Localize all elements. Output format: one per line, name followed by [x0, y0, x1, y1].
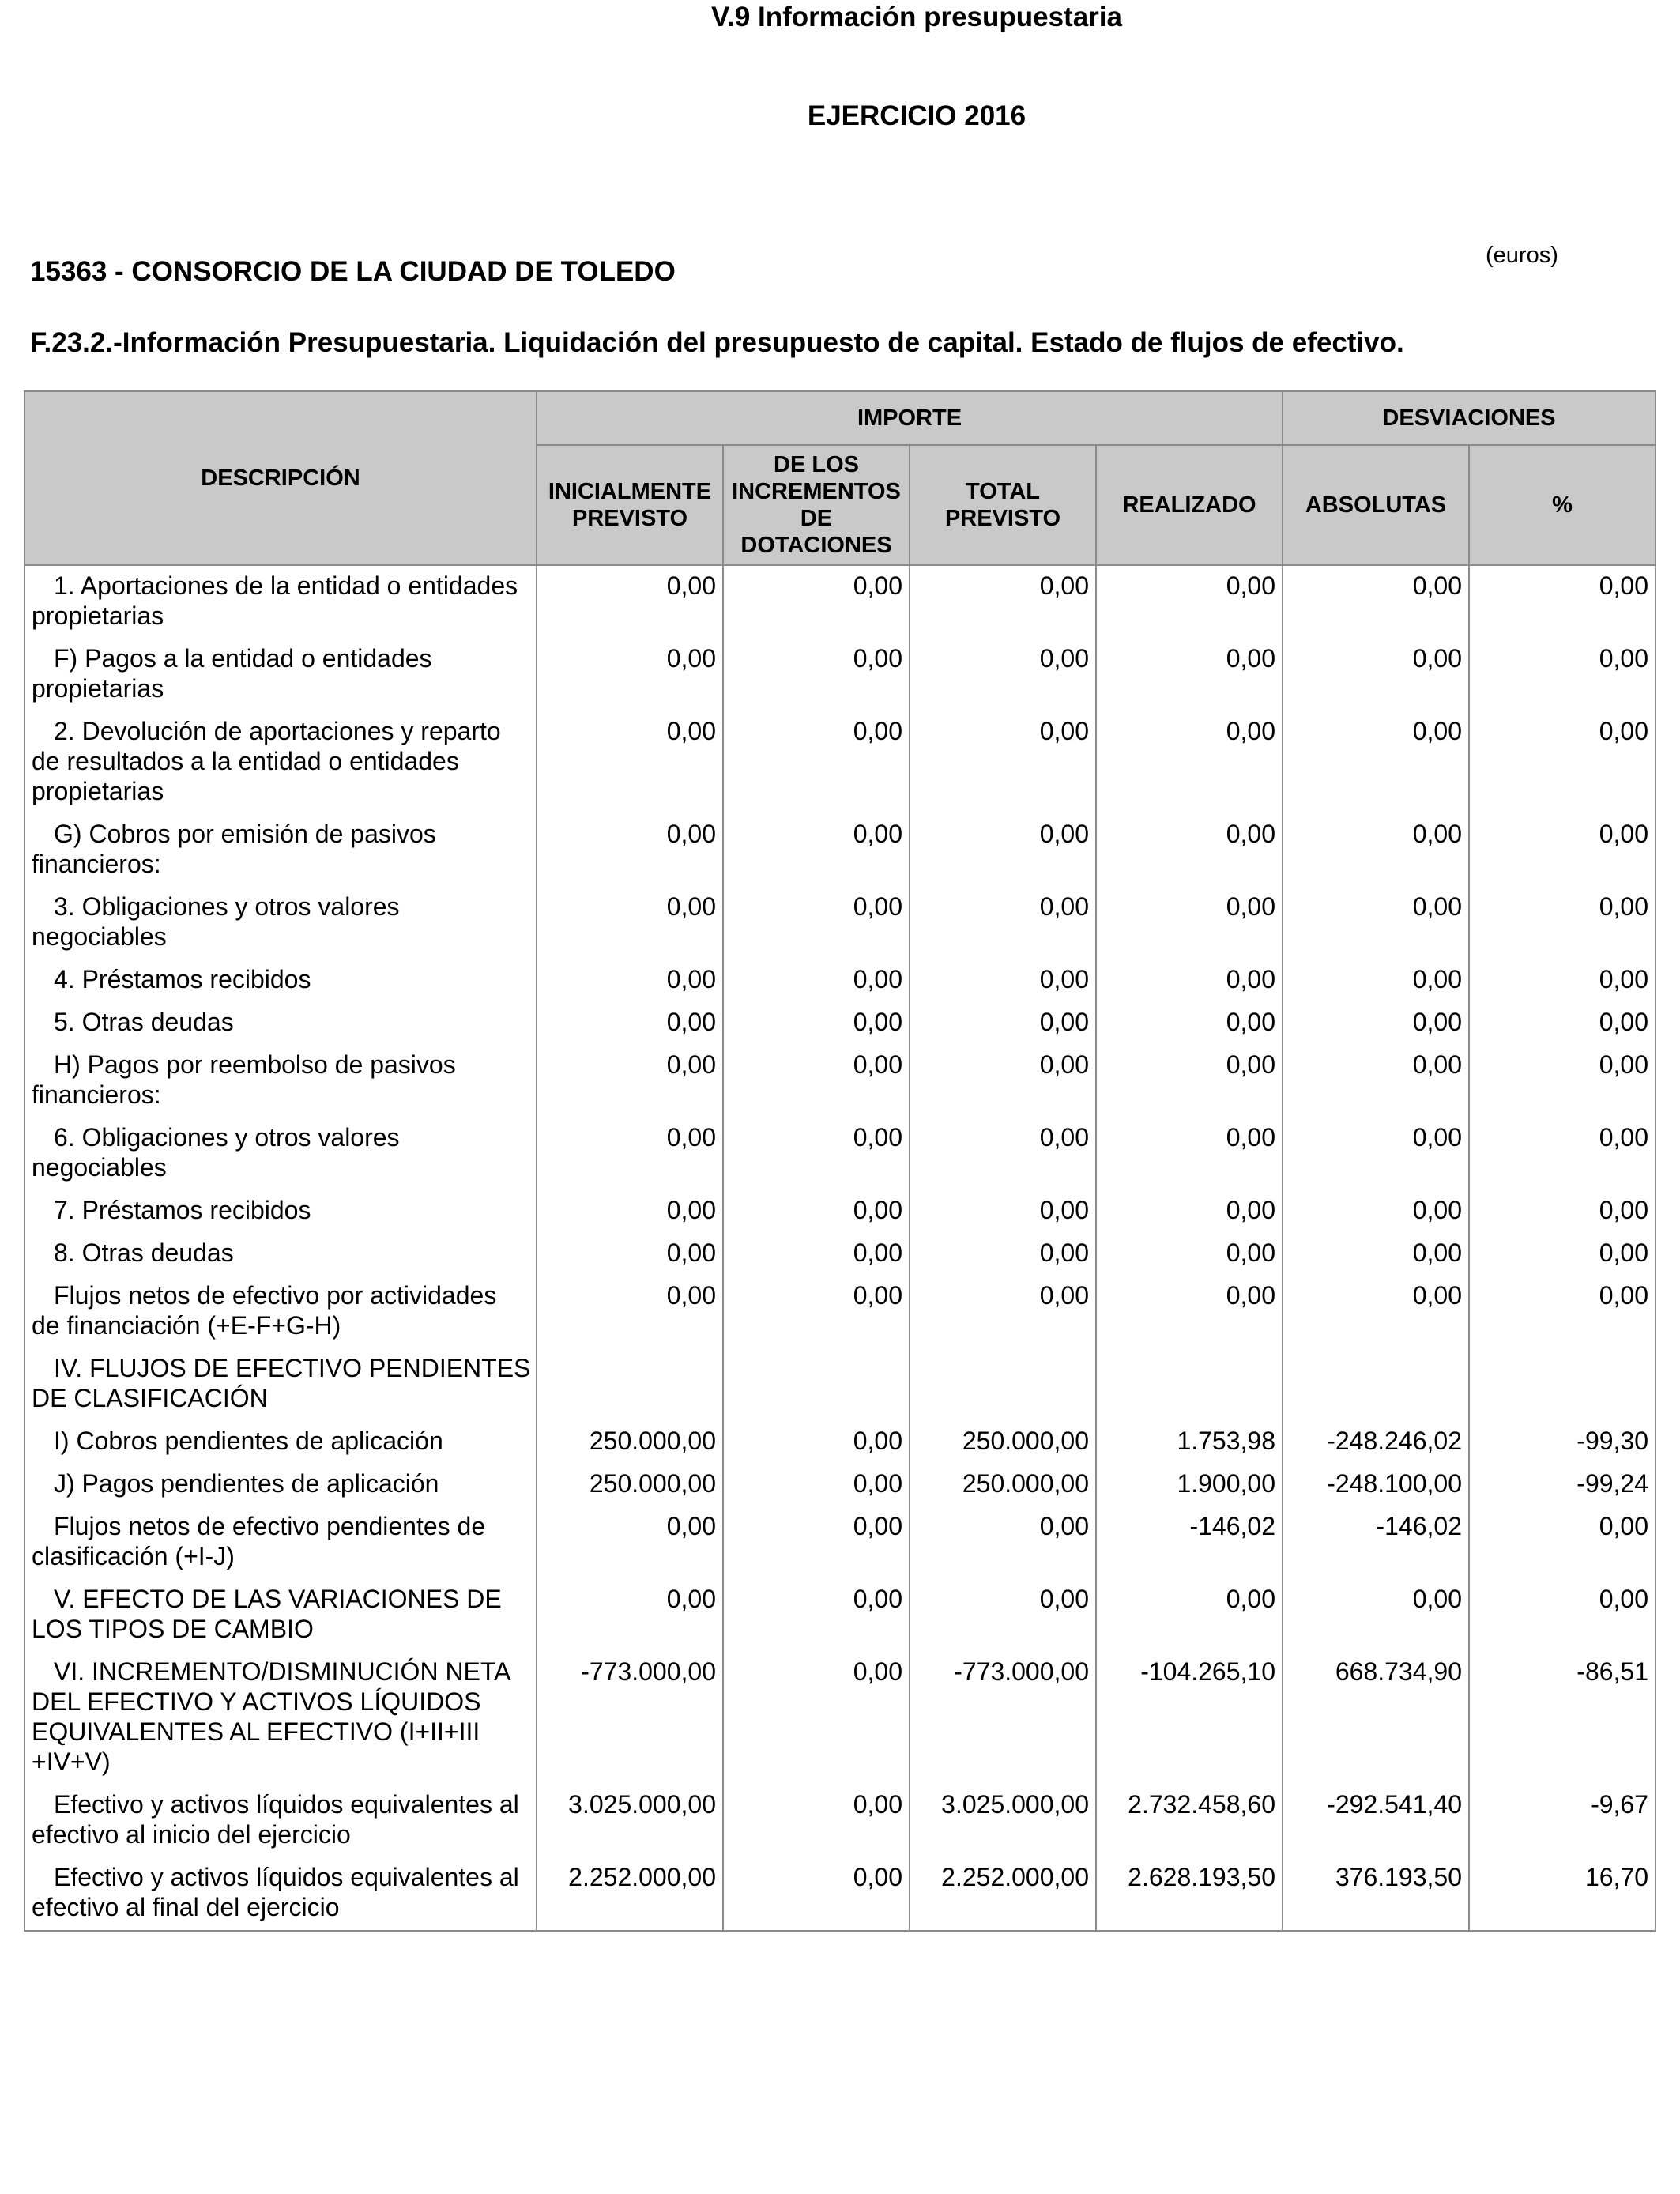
cell-desviacion-porcentaje: -9,67 — [1469, 1785, 1656, 1857]
header-total-previsto: TOTAL PREVISTO — [910, 445, 1096, 565]
row-description-text: I) Cobros pendientes de aplicación — [54, 1427, 443, 1455]
table-row — [24, 1857, 1656, 1931]
cell-incrementos-dotaciones: 0,00 — [723, 1190, 910, 1233]
cell-incrementos-dotaciones — [723, 1348, 910, 1421]
cell-incrementos-dotaciones: 0,00 — [723, 887, 910, 959]
table-row — [24, 1276, 1656, 1348]
cell-inicialmente-previsto: 0,00 — [537, 1276, 723, 1348]
row-description — [24, 959, 537, 1002]
currency-units: (euros) — [1486, 243, 1558, 268]
row-description — [24, 814, 537, 887]
cell-inicialmente-previsto: 0,00 — [537, 1118, 723, 1190]
cell-desviacion-porcentaje: -99,24 — [1469, 1464, 1656, 1506]
header-importe: IMPORTE — [537, 391, 1283, 445]
cell-desviacion-absoluta: 376.193,50 — [1283, 1857, 1469, 1931]
table-row — [24, 1002, 1656, 1045]
cell-desviacion-porcentaje: 0,00 — [1469, 565, 1656, 639]
row-description-text: 2. Devolución de aportaciones y reparto de resultados a la entidad o entidades propietarias — [32, 717, 501, 805]
cell-incrementos-dotaciones: 0,00 — [723, 1785, 910, 1857]
header-desviaciones: DESVIACIONES — [1283, 391, 1656, 445]
cell-desviacion-porcentaje: 0,00 — [1469, 887, 1656, 959]
row-description — [24, 1506, 537, 1579]
cell-realizado: 0,00 — [1096, 711, 1283, 814]
row-description-text: 4. Préstamos recibidos — [54, 965, 311, 993]
table-row — [24, 1579, 1656, 1652]
row-description — [24, 639, 537, 711]
cash-flow-table — [24, 390, 1656, 1932]
cell-incrementos-dotaciones: 0,00 — [723, 1233, 910, 1276]
cell-inicialmente-previsto: 0,00 — [537, 887, 723, 959]
cell-desviacion-absoluta: 0,00 — [1283, 1118, 1469, 1190]
table-row — [24, 1348, 1656, 1421]
cell-incrementos-dotaciones: 0,00 — [723, 711, 910, 814]
cell-realizado: 0,00 — [1096, 1276, 1283, 1348]
cell-incrementos-dotaciones: 0,00 — [723, 1002, 910, 1045]
cell-realizado: -104.265,10 — [1096, 1652, 1283, 1785]
row-description-text: H) Pagos por reembolso de pasivos financieros: — [32, 1050, 456, 1109]
cell-desviacion-absoluta: 0,00 — [1283, 1045, 1469, 1118]
cell-desviacion-absoluta: -292.541,40 — [1283, 1785, 1469, 1857]
cell-desviacion-porcentaje: 0,00 — [1469, 1579, 1656, 1652]
header-inicialmente-previsto: INICIALMENTE PREVISTO — [537, 445, 723, 565]
cell-realizado: 0,00 — [1096, 1118, 1283, 1190]
table-body — [24, 565, 1656, 1931]
cell-total-previsto: 0,00 — [910, 814, 1096, 887]
cell-incrementos-dotaciones: 0,00 — [723, 814, 910, 887]
row-description-text: VI. INCREMENTO/DISMINUCIÓN NETA DEL EFECTIVO Y ACTIVOS LÍQUIDOS EQUIVALENTES AL EFECTIVO (I+II+III +IV+V) — [32, 1657, 510, 1776]
cell-total-previsto: 0,00 — [910, 1233, 1096, 1276]
row-description — [24, 1857, 537, 1931]
header-realizado: REALIZADO — [1096, 445, 1283, 565]
cell-incrementos-dotaciones: 0,00 — [723, 639, 910, 711]
section-title: V.9 Información presupuestaria — [711, 2, 1122, 32]
cell-incrementos-dotaciones: 0,00 — [723, 1118, 910, 1190]
row-description-text: 3. Obligaciones y otros valores negociables — [32, 892, 400, 951]
cell-desviacion-porcentaje: 0,00 — [1469, 1276, 1656, 1348]
cell-total-previsto: 0,00 — [910, 711, 1096, 814]
cell-desviacion-porcentaje: 0,00 — [1469, 814, 1656, 887]
cell-total-previsto: 250.000,00 — [910, 1464, 1096, 1506]
cell-incrementos-dotaciones: 0,00 — [723, 1045, 910, 1118]
cell-incrementos-dotaciones: 0,00 — [723, 1464, 910, 1506]
cell-inicialmente-previsto: 3.025.000,00 — [537, 1785, 723, 1857]
cell-desviacion-absoluta: 0,00 — [1283, 1233, 1469, 1276]
row-description-text: Efectivo y activos líquidos equivalentes al efectivo al inicio del ejercicio — [32, 1790, 519, 1849]
row-description — [24, 1421, 537, 1464]
cell-desviacion-porcentaje: 0,00 — [1469, 1045, 1656, 1118]
cell-desviacion-absoluta: 0,00 — [1283, 565, 1469, 639]
cell-realizado: 0,00 — [1096, 959, 1283, 1002]
cell-incrementos-dotaciones: 0,00 — [723, 1652, 910, 1785]
cell-total-previsto: 0,00 — [910, 1118, 1096, 1190]
cell-incrementos-dotaciones: 0,00 — [723, 1857, 910, 1931]
cell-total-previsto: 0,00 — [910, 1045, 1096, 1118]
row-description — [24, 565, 537, 639]
row-description — [24, 1233, 537, 1276]
cell-desviacion-absoluta: 0,00 — [1283, 1190, 1469, 1233]
cell-inicialmente-previsto: 0,00 — [537, 1233, 723, 1276]
cell-total-previsto: 0,00 — [910, 1506, 1096, 1579]
cell-desviacion-porcentaje: -86,51 — [1469, 1652, 1656, 1785]
cell-incrementos-dotaciones: 0,00 — [723, 565, 910, 639]
header-incrementos-dotaciones: DE LOS INCREMENTOS DE DOTACIONES — [723, 445, 910, 565]
cell-realizado: 1.900,00 — [1096, 1464, 1283, 1506]
cell-total-previsto: 2.252.000,00 — [910, 1857, 1096, 1931]
cell-desviacion-porcentaje: 0,00 — [1469, 639, 1656, 711]
table-row — [24, 959, 1656, 1002]
row-description-text: 1. Aportaciones de la entidad o entidades propietarias — [32, 571, 518, 630]
table-row — [24, 565, 1656, 639]
cell-desviacion-absoluta: 0,00 — [1283, 1579, 1469, 1652]
cell-inicialmente-previsto: 0,00 — [537, 959, 723, 1002]
cell-inicialmente-previsto: 250.000,00 — [537, 1421, 723, 1464]
row-description-text: J) Pagos pendientes de aplicación — [54, 1469, 439, 1498]
cell-desviacion-porcentaje: 16,70 — [1469, 1857, 1656, 1931]
row-description-text: Flujos netos de efectivo pendientes de clasificación (+I-J) — [32, 1512, 486, 1570]
cell-desviacion-absoluta: 0,00 — [1283, 887, 1469, 959]
cell-desviacion-porcentaje: 0,00 — [1469, 1233, 1656, 1276]
cell-desviacion-absoluta: -146,02 — [1283, 1506, 1469, 1579]
cell-desviacion-absoluta: 668.734,90 — [1283, 1652, 1469, 1785]
cell-total-previsto: 0,00 — [910, 565, 1096, 639]
cell-realizado: 0,00 — [1096, 1579, 1283, 1652]
row-description-text: Flujos netos de efectivo por actividades de financiación (+E-F+G-H) — [32, 1281, 497, 1340]
cell-inicialmente-previsto: 2.252.000,00 — [537, 1857, 723, 1931]
cell-realizado: 1.753,98 — [1096, 1421, 1283, 1464]
cell-total-previsto: 0,00 — [910, 959, 1096, 1002]
cell-total-previsto: 3.025.000,00 — [910, 1785, 1096, 1857]
cell-desviacion-absoluta: 0,00 — [1283, 1276, 1469, 1348]
cell-desviacion-absoluta — [1283, 1348, 1469, 1421]
cell-realizado: 0,00 — [1096, 1002, 1283, 1045]
table-row — [24, 1233, 1656, 1276]
cell-desviacion-absoluta: -248.246,02 — [1283, 1421, 1469, 1464]
header-absolutas: ABSOLUTAS — [1283, 445, 1469, 565]
cell-desviacion-absoluta: 0,00 — [1283, 959, 1469, 1002]
row-description-text: IV. FLUJOS DE EFECTIVO PENDIENTES DE CLASIFICACIÓN — [32, 1354, 531, 1412]
cell-desviacion-absoluta: 0,00 — [1283, 814, 1469, 887]
cell-realizado: 0,00 — [1096, 887, 1283, 959]
cell-total-previsto: 250.000,00 — [910, 1421, 1096, 1464]
row-description — [24, 887, 537, 959]
cell-inicialmente-previsto: 0,00 — [537, 1002, 723, 1045]
table-row — [24, 1045, 1656, 1118]
row-description-text: V. EFECTO DE LAS VARIACIONES DE LOS TIPOS DE CAMBIO — [32, 1585, 502, 1643]
row-description — [24, 1002, 537, 1045]
table-row — [24, 1190, 1656, 1233]
row-description-text: 5. Otras deudas — [54, 1008, 234, 1036]
cell-inicialmente-previsto: 0,00 — [537, 1190, 723, 1233]
row-description-text: G) Cobros por emisión de pasivos financieros: — [32, 820, 436, 878]
cell-realizado — [1096, 1348, 1283, 1421]
cell-total-previsto: -773.000,00 — [910, 1652, 1096, 1785]
table-row — [24, 887, 1656, 959]
cell-desviacion-porcentaje: 0,00 — [1469, 1506, 1656, 1579]
cell-realizado: 0,00 — [1096, 814, 1283, 887]
table-row — [24, 711, 1656, 814]
table-row — [24, 1785, 1656, 1857]
cell-total-previsto: 0,00 — [910, 639, 1096, 711]
header-descripcion: DESCRIPCIÓN — [24, 391, 537, 565]
table-row — [24, 814, 1656, 887]
cell-inicialmente-previsto — [537, 1348, 723, 1421]
cell-inicialmente-previsto: 0,00 — [537, 1506, 723, 1579]
cell-total-previsto: 0,00 — [910, 1579, 1096, 1652]
row-description — [24, 1190, 537, 1233]
cell-incrementos-dotaciones: 0,00 — [723, 959, 910, 1002]
cell-desviacion-porcentaje: 0,00 — [1469, 711, 1656, 814]
report-title: F.23.2.-Información Presupuestaria. Liquidación del presupuesto de capital. Estado de flujos de efectivo. — [30, 327, 1404, 358]
cell-realizado: 0,00 — [1096, 1190, 1283, 1233]
cell-incrementos-dotaciones: 0,00 — [723, 1506, 910, 1579]
cell-total-previsto: 0,00 — [910, 1276, 1096, 1348]
table-row — [24, 1652, 1656, 1785]
cell-desviacion-porcentaje: 0,00 — [1469, 1002, 1656, 1045]
row-description — [24, 1652, 537, 1785]
cell-inicialmente-previsto: 0,00 — [537, 814, 723, 887]
row-description — [24, 1045, 537, 1118]
cell-incrementos-dotaciones: 0,00 — [723, 1421, 910, 1464]
row-description — [24, 1118, 537, 1190]
cell-realizado: 0,00 — [1096, 1045, 1283, 1118]
cell-desviacion-porcentaje: 0,00 — [1469, 1190, 1656, 1233]
table-row — [24, 639, 1656, 711]
cell-incrementos-dotaciones: 0,00 — [723, 1579, 910, 1652]
cell-desviacion-absoluta: 0,00 — [1283, 711, 1469, 814]
row-description-text: 7. Préstamos recibidos — [54, 1196, 311, 1224]
fiscal-year-title: EJERCICIO 2016 — [807, 100, 1026, 131]
row-description — [24, 1464, 537, 1506]
row-description — [24, 1579, 537, 1652]
row-description-text: Efectivo y activos líquidos equivalentes al efectivo al final del ejercicio — [32, 1863, 519, 1921]
table-row — [24, 1421, 1656, 1464]
table-row — [24, 1506, 1656, 1579]
cell-desviacion-porcentaje: -99,30 — [1469, 1421, 1656, 1464]
cell-inicialmente-previsto: 0,00 — [537, 711, 723, 814]
cell-total-previsto: 0,00 — [910, 1002, 1096, 1045]
row-description-text: 8. Otras deudas — [54, 1238, 234, 1267]
cell-total-previsto: 0,00 — [910, 1190, 1096, 1233]
entity-name: 15363 - CONSORCIO DE LA CIUDAD DE TOLEDO — [30, 256, 676, 287]
cell-realizado: -146,02 — [1096, 1506, 1283, 1579]
cell-inicialmente-previsto: 0,00 — [537, 1579, 723, 1652]
cell-total-previsto: 0,00 — [910, 887, 1096, 959]
cell-total-previsto — [910, 1348, 1096, 1421]
cell-realizado: 0,00 — [1096, 639, 1283, 711]
cell-inicialmente-previsto: 250.000,00 — [537, 1464, 723, 1506]
row-description — [24, 1348, 537, 1421]
header-porcentaje: % — [1469, 445, 1656, 565]
cell-realizado: 0,00 — [1096, 565, 1283, 639]
table-row — [24, 1464, 1656, 1506]
cell-desviacion-porcentaje: 0,00 — [1469, 1118, 1656, 1190]
cell-inicialmente-previsto: 0,00 — [537, 639, 723, 711]
cell-realizado: 2.732.458,60 — [1096, 1785, 1283, 1857]
cell-desviacion-porcentaje — [1469, 1348, 1656, 1421]
cell-realizado: 2.628.193,50 — [1096, 1857, 1283, 1931]
cell-desviacion-porcentaje: 0,00 — [1469, 959, 1656, 1002]
cell-realizado: 0,00 — [1096, 1233, 1283, 1276]
row-description — [24, 711, 537, 814]
cell-inicialmente-previsto: -773.000,00 — [537, 1652, 723, 1785]
row-description — [24, 1785, 537, 1857]
row-description-text: F) Pagos a la entidad o entidades propietarias — [32, 644, 432, 703]
cell-desviacion-absoluta: 0,00 — [1283, 1002, 1469, 1045]
row-description — [24, 1276, 537, 1348]
table-row — [24, 1118, 1656, 1190]
cell-incrementos-dotaciones: 0,00 — [723, 1276, 910, 1348]
row-description-text: 6. Obligaciones y otros valores negociables — [32, 1123, 400, 1182]
cell-inicialmente-previsto: 0,00 — [537, 565, 723, 639]
cell-desviacion-absoluta: -248.100,00 — [1283, 1464, 1469, 1506]
cell-inicialmente-previsto: 0,00 — [537, 1045, 723, 1118]
cell-desviacion-absoluta: 0,00 — [1283, 639, 1469, 711]
